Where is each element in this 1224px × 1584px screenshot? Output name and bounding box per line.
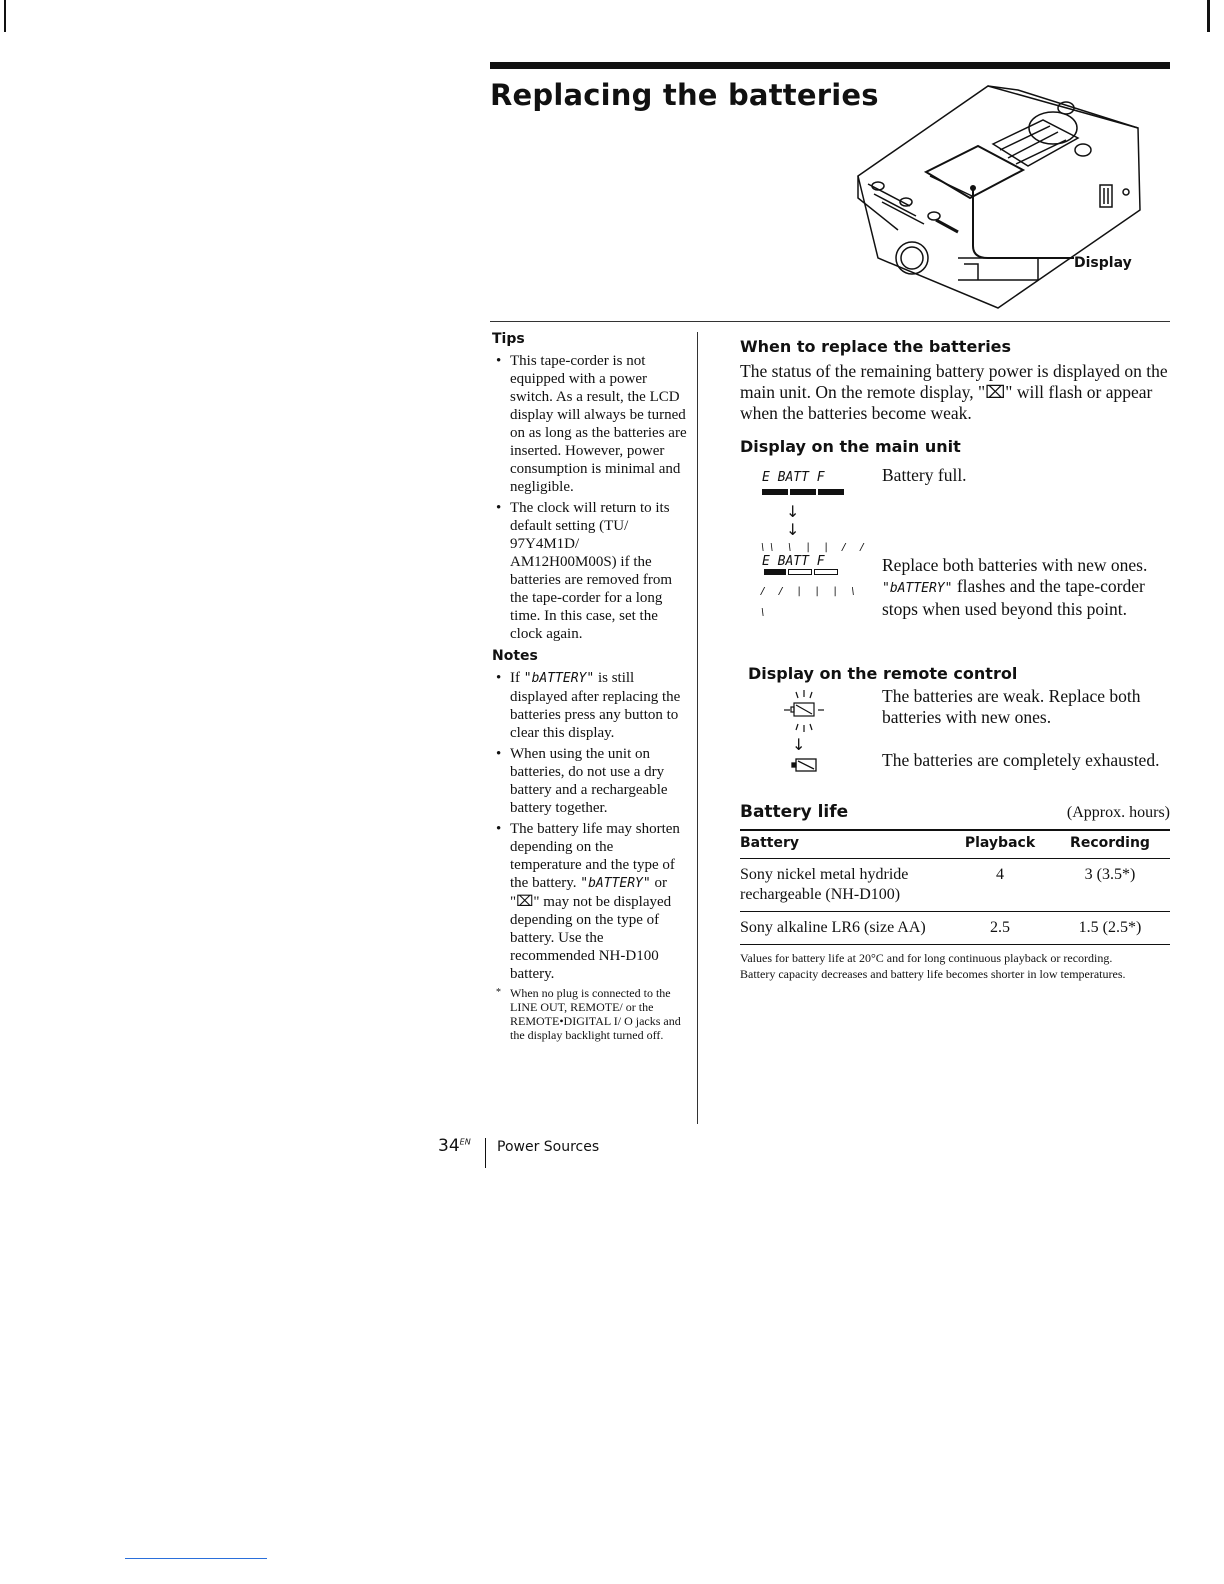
- lcd-batt-flashing: [750, 537, 870, 618]
- battery-flashing-icon: [778, 688, 830, 736]
- page-number-value: 34: [438, 1136, 460, 1156]
- note-item: [492, 669, 688, 742]
- scan-edge-mark-right: [1207, 0, 1210, 32]
- remote-display-section: [740, 684, 1172, 802]
- column-divider: [697, 332, 698, 1124]
- replace-batteries-block: [882, 555, 1172, 620]
- flash-text: flashes and the tape-corder stops when used beyond this point.: [882, 576, 1145, 619]
- footer-divider: [485, 1138, 486, 1168]
- remote-heading: Display on the remote control: [748, 664, 1018, 683]
- note-footnote: * When no plug is connected to the LINE OUT, REMOTE/ or the REMOTE•DIGITAL I/ O jacks and the display backlight turned off.: [492, 986, 688, 1042]
- lcd-battery-text: "bATTERY": [523, 671, 595, 686]
- down-arrow-icon: ↓: [792, 735, 806, 754]
- note-text: The battery life may shorten depending on the temperature and the type of the battery.: [510, 821, 680, 891]
- table-header-row: [740, 830, 1170, 859]
- lcd-batt-label: E BATT F: [762, 470, 825, 485]
- notes-list: [492, 669, 688, 1042]
- display-callout-label: Display: [1074, 255, 1132, 271]
- table-row: [740, 859, 1170, 912]
- scan-edge-mark-left: [4, 0, 6, 32]
- lcd-batt-label: E BATT F: [762, 554, 825, 569]
- column-header-battery: Battery: [740, 830, 950, 859]
- main-unit-heading: Display on the main unit: [740, 437, 961, 456]
- column-header-playback: Playback: [950, 830, 1050, 859]
- note-item: • When using the unit on batteries, do not use a dry battery and a rechargeable battery together.: [492, 745, 688, 817]
- battery-bar-full: [762, 489, 844, 495]
- battery-bar-low: [764, 569, 838, 575]
- cell-battery: Sony nickel metal hydride rechargeable (NH-D100): [740, 859, 950, 912]
- cell-recording: 3 (3.5*): [1050, 859, 1170, 912]
- battery-life-note: Battery capacity decreases and battery life becomes shorter in low temperatures.: [740, 967, 1126, 981]
- cell-battery: Sony alkaline LR6 (size AA): [740, 912, 950, 945]
- note-item: [492, 820, 688, 983]
- down-arrow-icon: ↓: [786, 520, 800, 539]
- page-number-suffix: EN: [459, 1137, 471, 1147]
- batteries-exhausted-text: The batteries are completely exhausted.: [882, 750, 1160, 770]
- cell-playback: 4: [950, 859, 1050, 912]
- battery-life-heading: Battery life: [740, 802, 849, 822]
- title-rule: [490, 62, 1170, 69]
- tip-item: • The clock will return to its default setting (TU/ 97Y4M1D/ AM12H00M00S) if the batteries are removed from the tape-corder for a long time. In this case, set the clock again.: [492, 499, 688, 643]
- scan-bottom-line: [125, 1558, 267, 1559]
- tips-list: [492, 352, 688, 643]
- down-arrow-icon: ↓: [786, 502, 800, 521]
- column-header-recording: Recording: [1050, 830, 1170, 859]
- lcd-battery-text: "bATTERY": [580, 876, 651, 891]
- replace-text: Replace both batteries with new ones.: [882, 555, 1148, 575]
- sidebar-tips-notes: [492, 330, 688, 1045]
- battery-empty-icon: [790, 756, 820, 774]
- approx-hours-note: (Approx. hours): [1066, 804, 1170, 821]
- cell-playback: 2.5: [950, 912, 1050, 945]
- battery-life-table: [740, 829, 1170, 945]
- tip-item: • This tape-corder is not equipped with a power switch. As a result, the LCD display will always be turned on as long as the batteries are inserted. However, power consumption is minimal and negligible.: [492, 352, 688, 496]
- footer-section-title: Power Sources: [497, 1139, 600, 1155]
- flash-rays-icon: / / | | | \ \: [760, 586, 860, 618]
- when-to-replace-heading: When to replace the batteries: [740, 337, 1012, 356]
- flash-text-block: [882, 576, 1172, 620]
- battery-life-header: [740, 802, 1170, 823]
- batteries-weak-text: The batteries are weak. Replace both batteries with new ones.: [882, 686, 1141, 727]
- lcd-batt-full: [762, 467, 844, 495]
- note-text: is still displayed after replacing the batteries press any button to clear this display.: [510, 670, 681, 741]
- tape-corder-illustration: [838, 80, 1148, 312]
- page-number: [438, 1136, 471, 1156]
- flash-rays-icon: \\ \ | | / /: [760, 542, 869, 553]
- main-content: [740, 336, 1172, 981]
- table-row: [740, 912, 1170, 945]
- cell-recording: 1.5 (2.5*): [1050, 912, 1170, 945]
- section-rule: [490, 321, 1170, 322]
- battery-full-text: Battery full.: [882, 465, 967, 485]
- note-text: or "⌧" may not be displayed depending on the type of battery. Use the recommended NH-D100 battery.: [510, 875, 672, 982]
- when-to-replace-text: The status of the remaining battery power is displayed on the main unit. On the remote display, "⌧" will flash or appear when the batteries become weak.: [740, 361, 1168, 423]
- battery-life-note: Values for battery life at 20°C and for long continuous playback or recording.: [740, 951, 1113, 965]
- lcd-battery-text: "bATTERY": [882, 581, 953, 596]
- page-title: Replacing the batteries: [490, 78, 879, 112]
- notes-heading: Notes: [492, 648, 538, 664]
- tips-heading: Tips: [492, 331, 525, 347]
- note-text: If: [510, 670, 520, 686]
- main-unit-display-section: [740, 457, 1172, 663]
